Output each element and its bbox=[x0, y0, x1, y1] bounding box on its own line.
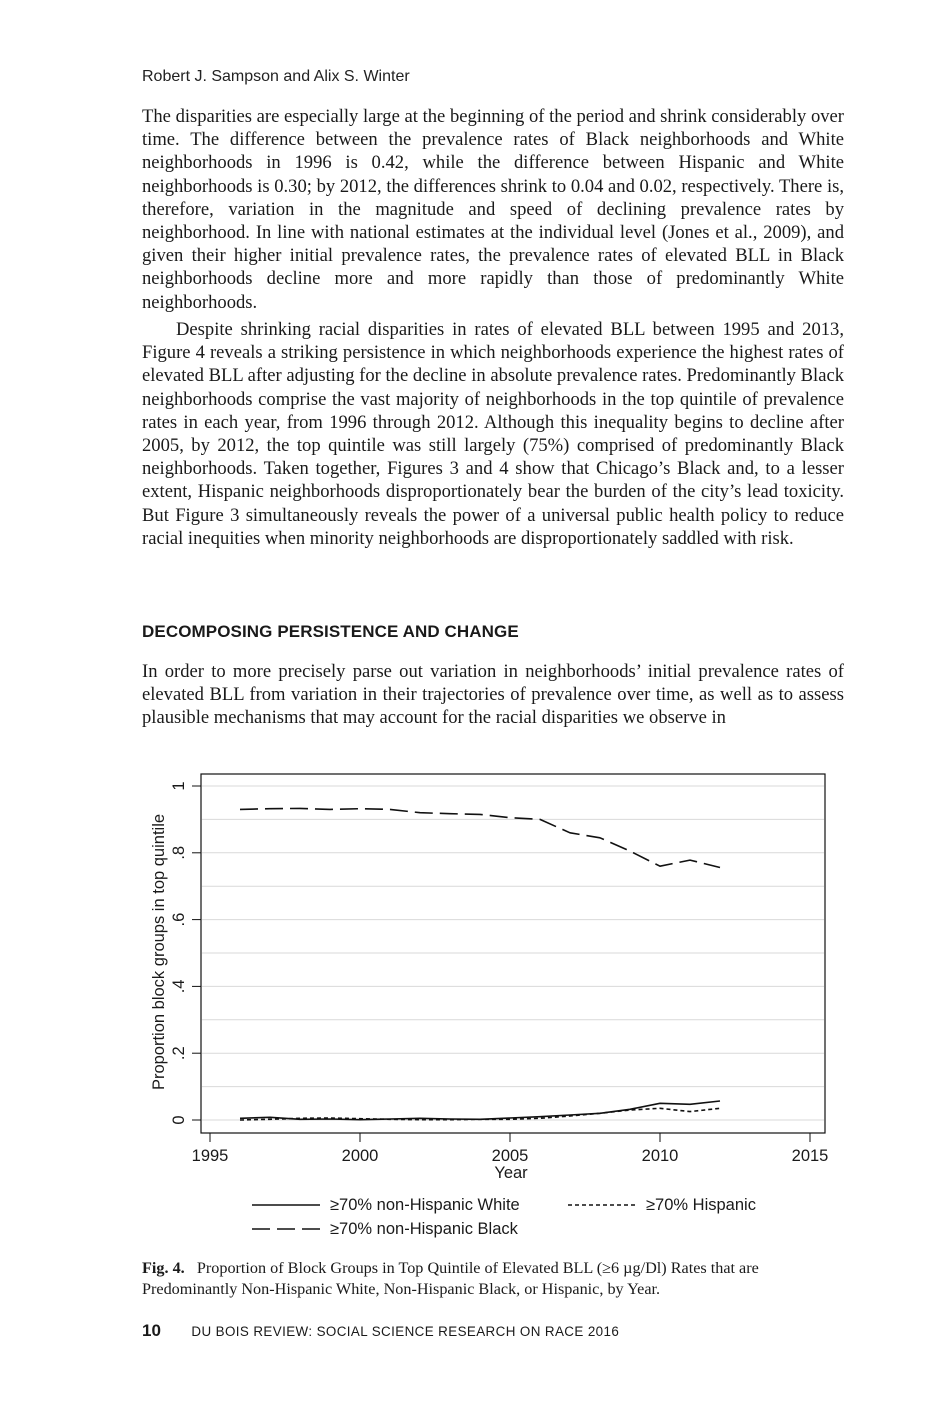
legend bbox=[252, 1196, 756, 1238]
series-line-dotted bbox=[240, 1108, 720, 1120]
legend-label: ≥70% Hispanic bbox=[646, 1196, 756, 1214]
figure-caption bbox=[142, 1258, 848, 1300]
caption-label: Fig. 4. bbox=[142, 1259, 185, 1277]
paragraph-3: In order to more precisely parse out variation in neighborhoods’ initial prevalence rates of elevated BLL from variation in their trajectories of prevalence over time, as well as to assess plausible mechanisms that may account for the racial disparities we observe in bbox=[142, 661, 844, 729]
x-tick-label: 2010 bbox=[641, 1147, 679, 1165]
y-tick-label: 0 bbox=[170, 1115, 188, 1125]
paragraph-2: Despite shrinking racial disparities in rates of elevated BLL between 1995 and 2013, Figure 4 reveals a striking persistence in which neighborhoods experience the highest rates of elevated BLL after adjusting for the decline in absolute prevalence rates. Predominantly Black neighborhoods comprise the vast majority of neighborhoods in the top quintile of prevalence rates in each year, from 1996 through 2012. Although this inequality begins to decline after 2005, by 2012, the top quintile was still largely (75%) comprised of predominantly Black neighborhoods. Taken together, Figures 3 and 4 show that Chicago’s Black and, to a lesser extent, Hispanic neighborhoods disproportionately bear the burden of the city’s lead toxicity. But Figure 3 simultaneously reveals the power of a universal public health policy to reduce racial inequities when minority neighborhoods are disproportionately saddled with risk. bbox=[142, 319, 844, 549]
y-tick-label: .2 bbox=[170, 1046, 188, 1061]
section-heading: DECOMPOSING PERSISTENCE AND CHANGE bbox=[142, 622, 519, 641]
caption-text: Proportion of Block Groups in Top Quintile of Elevated BLL (≥6 µg/Dl) Rates that are Predominantly Non-Hispanic White, Non-Hispanic Black, or Hispanic, by Year. bbox=[142, 1259, 759, 1298]
series-line-solid bbox=[240, 1101, 720, 1120]
series-lines bbox=[240, 808, 720, 1120]
x-tick-label: 1995 bbox=[191, 1147, 229, 1165]
x-axis-label: Year bbox=[494, 1164, 528, 1182]
legend-label: ≥70% non-Hispanic White bbox=[330, 1196, 520, 1214]
page-number: 10 bbox=[142, 1321, 161, 1340]
running-head: Robert J. Sampson and Alix S. Winter bbox=[142, 68, 410, 85]
x-tick-label: 2015 bbox=[791, 1147, 829, 1165]
page-footer bbox=[142, 1321, 619, 1341]
y-tick-label: .6 bbox=[170, 912, 188, 927]
y-tick-label: 1 bbox=[170, 781, 188, 791]
series-line-dashed bbox=[240, 808, 720, 867]
journal-name: DU BOIS REVIEW: SOCIAL SCIENCE RESEARCH ON RACE 2016 bbox=[191, 1324, 620, 1339]
y-axis-label: Proportion block groups in top quintile bbox=[150, 813, 168, 1091]
paragraph-1: The disparities are especially large at the beginning of the period and shrink considerably over time. The difference between the prevalence rates of Black neighborhoods and White neighborhoods in 1996 is 0.42, while the difference between Hispanic and White neighborhoods is 0.30; by 2012, the differences shrink to 0.04 and 0.02, respectively. There is, therefore, variation in the magnitude and speed of declining prevalence rates by neighborhood. In line with national estimates at the individual level (Jones et al., 2009), and given their higher initial prevalence rates, the prevalence rates of elevated BLL in Black neighborhoods decline more and more rapidly than those of predominantly White neighborhoods. bbox=[142, 106, 844, 313]
x-tick-label: 2000 bbox=[341, 1147, 379, 1165]
grid-lines bbox=[202, 786, 824, 1120]
axes bbox=[170, 781, 828, 1165]
figure-4-chart bbox=[140, 764, 840, 1254]
x-tick-label: 2005 bbox=[491, 1147, 529, 1165]
y-tick-label: .4 bbox=[170, 979, 188, 994]
legend-label: ≥70% non-Hispanic Black bbox=[330, 1220, 518, 1238]
y-tick-label: .8 bbox=[170, 845, 188, 860]
